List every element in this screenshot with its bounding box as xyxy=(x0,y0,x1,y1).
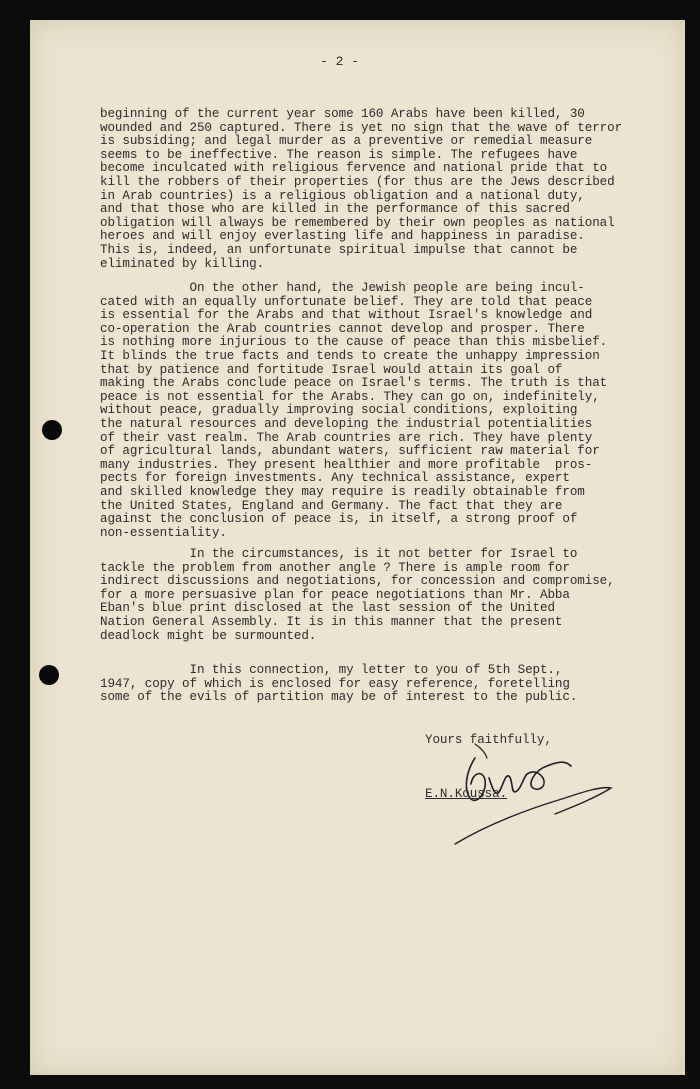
text-line: kill the robbers of their properties (for thus are the Jews described xyxy=(100,174,615,189)
text-line: that by patience and fortitude Israel would attain its goal of xyxy=(100,362,563,377)
paragraph-3 xyxy=(100,548,660,643)
punch-hole xyxy=(42,420,62,440)
paragraph-2 xyxy=(100,282,660,540)
text-line: for a more persuasive plan for peace negotiations than Mr. Abba xyxy=(100,587,570,602)
text-line: cated with an equally unfortunate belief. They are told that peace xyxy=(100,294,593,309)
text-line: some of the evils of partition may be of interest to the public. xyxy=(100,690,578,705)
text-line: and that those who are killed in the performance of this sacred xyxy=(100,202,570,217)
text-line: indirect discussions and negotiations, for concession and compromise, xyxy=(100,574,615,589)
page-number: - 2 - xyxy=(320,54,360,69)
text-line: On the other hand, the Jewish people are being incul- xyxy=(100,281,585,295)
text-line: deadlock might be surmounted. xyxy=(100,628,317,643)
text-line: and skilled knowledge they may require is readily obtainable from xyxy=(100,484,585,499)
text-line: is nothing more injurious to the cause of peace than this misbelief. xyxy=(100,335,608,350)
text-line: peace is not essential for the Arabs. They can go on, indefinitely, xyxy=(100,389,600,404)
text-line: is subsiding; and legal murder as a preventive or remedial measure xyxy=(100,134,593,149)
text-line: become inculcated with religious fervence and national pride that to xyxy=(100,161,608,176)
closing-salutation: Yours faithfully, xyxy=(425,733,552,747)
text-line: without peace, gradually improving social conditions, exploiting xyxy=(100,403,578,418)
text-line: In the circumstances, is it not better for Israel to xyxy=(100,547,578,561)
text-line: Nation General Assembly. It is in this manner that the present xyxy=(100,614,563,629)
punch-hole xyxy=(39,665,59,685)
text-line: the United States, England and Germany. The fact that they are xyxy=(100,498,563,513)
text-line: beginning of the current year some 160 Arabs have been killed, 30 xyxy=(100,107,585,121)
text-line: In this connection, my letter to you of 5th Sept., xyxy=(100,663,563,677)
text-line: against the conclusion of peace is, in itself, a strong proof of xyxy=(100,512,578,527)
text-line: eliminated by killing. xyxy=(100,256,265,271)
text-line: obligation will always be remembered by their own peoples as national xyxy=(100,215,615,230)
text-line: It blinds the true facts and tends to create the unhappy impression xyxy=(100,348,600,363)
text-line: non-essentiality. xyxy=(100,525,227,540)
text-line: heroes and will enjoy everlasting life and happiness in paradise. xyxy=(100,229,585,244)
text-line: Eban's blue print disclosed at the last session of the United xyxy=(100,601,555,616)
text-line: seems to be ineffective. The reason is simple. The refugees have xyxy=(100,147,578,162)
text-line: wounded and 250 captured. There is yet no sign that the wave of terror xyxy=(100,120,623,135)
text-line: This is, indeed, an unfortunate spiritual impulse that cannot be xyxy=(100,242,578,257)
signatory-name: E.N.Koussa. xyxy=(425,787,508,801)
paragraph-4 xyxy=(100,664,660,705)
text-line: the natural resources and developing the industrial potentialities xyxy=(100,416,593,431)
text-line: co-operation the Arab countries cannot develop and prosper. There xyxy=(100,321,585,336)
text-line: of their vast realm. The Arab countries are rich. They have plenty xyxy=(100,430,593,445)
text-line: in Arab countries) is a religious obligation and a national duty, xyxy=(100,188,585,203)
text-line: tackle the problem from another angle ? There is ample room for xyxy=(100,560,570,575)
letter-page xyxy=(30,20,685,1075)
text-line: pects for foreign investments. Any technical assistance, expert xyxy=(100,471,570,486)
text-line: many industries. They present healthier and more profitable pros- xyxy=(100,457,593,472)
text-line: is essential for the Arabs and that without Israel's knowledge and xyxy=(100,308,593,323)
paragraph-1 xyxy=(100,108,660,271)
text-line: of agricultural lands, abundant waters, sufficient raw material for xyxy=(100,444,600,459)
text-line: making the Arabs conclude peace on Israel's terms. The truth is that xyxy=(100,376,608,391)
text-line: 1947, copy of which is enclosed for easy reference, foretelling xyxy=(100,676,570,691)
